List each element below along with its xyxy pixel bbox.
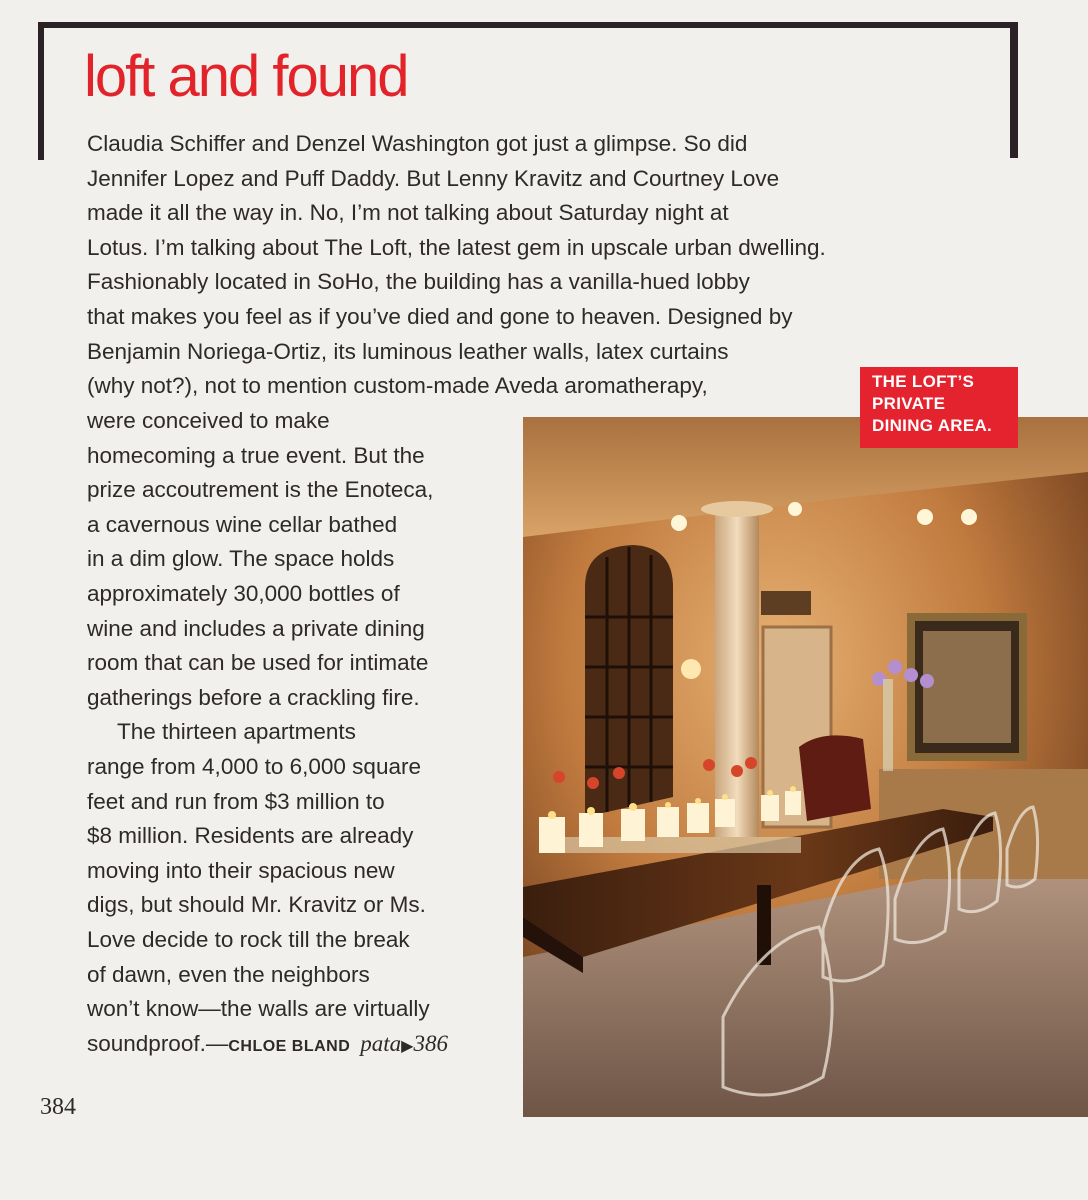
photo-caption xyxy=(860,367,1018,448)
candle xyxy=(687,803,709,833)
column-capital xyxy=(701,501,773,517)
text-line: won’t know—the walls are virtually xyxy=(87,996,430,1022)
frame-left-rule xyxy=(38,22,44,160)
text-line: approximately 30,000 bottles of xyxy=(87,580,400,606)
text-line: that makes you feel as if you’ve died and gone to heaven. Designed by xyxy=(87,303,793,329)
flower xyxy=(553,771,565,783)
candle xyxy=(657,807,679,837)
caption-line: PRIVATE xyxy=(872,394,946,413)
text-line: gatherings before a crackling fire. xyxy=(87,684,420,710)
caption-line: DINING AREA. xyxy=(872,416,993,435)
wall-vent xyxy=(761,591,811,615)
mirror-reflection xyxy=(923,631,1011,743)
jump-label: pata xyxy=(360,1030,402,1056)
ceiling-light xyxy=(788,502,802,516)
play-arrow-icon: ▶ xyxy=(401,1037,414,1055)
ceiling-light xyxy=(961,509,977,525)
jump-reference xyxy=(360,1031,448,1056)
flame xyxy=(695,798,701,804)
candle xyxy=(621,809,645,841)
text-line: Fashionably located in SoHo, the building has a vanilla-hued lobby xyxy=(87,269,750,295)
text-line: range from 4,000 to 6,000 square xyxy=(87,753,421,779)
candle xyxy=(761,795,779,821)
ceiling-light xyxy=(671,515,687,531)
text-line: wine and includes a private dining xyxy=(87,615,425,641)
caption-line: THE LOFT’S xyxy=(872,372,975,391)
flame xyxy=(629,803,637,811)
text-line: $8 million. Residents are already xyxy=(87,823,414,849)
flower xyxy=(731,765,743,777)
flower xyxy=(920,674,934,688)
flame xyxy=(767,790,773,796)
text-line: Claudia Schiffer and Denzel Washington got just a glimpse. So did xyxy=(87,131,748,156)
text-line: prize accoutrement is the Enoteca, xyxy=(87,477,434,503)
wall-sconce xyxy=(681,659,701,679)
flower xyxy=(587,777,599,789)
text-line: were conceived to make xyxy=(87,408,330,433)
text-line: Jennifer Lopez and Puff Daddy. But Lenny Kravitz and Courtney Love xyxy=(87,165,780,191)
flower xyxy=(703,759,715,771)
text-line: digs, but should Mr. Kravitz or Ms. xyxy=(87,892,426,918)
frame-top-rule xyxy=(38,22,1018,28)
flower-vase xyxy=(883,679,893,771)
text-line: soundproof.— xyxy=(87,1030,229,1056)
candle xyxy=(579,813,603,847)
article-body-column xyxy=(87,404,517,1064)
text-line: room that can be used for intimate xyxy=(87,650,429,676)
text-line: a cavernous wine cellar bathed xyxy=(87,511,398,537)
flame xyxy=(665,802,671,808)
headline: loft and found xyxy=(84,44,408,109)
text-line: feet and run from $3 million to xyxy=(87,788,385,814)
text-line: The thirteen apartments xyxy=(117,719,356,745)
candle xyxy=(785,791,801,815)
armchair xyxy=(799,735,871,821)
closing-line xyxy=(87,1027,517,1065)
flower xyxy=(745,757,757,769)
flame xyxy=(790,786,796,792)
text-line: Lotus. I’m talking about The Loft, the latest gem in upscale urban dwelling. xyxy=(87,234,826,260)
page-number: 384 xyxy=(40,1094,76,1120)
flower xyxy=(904,668,918,682)
text-line: (why not?), not to mention custom-made Aveda aromatherapy, xyxy=(87,373,708,399)
ceiling-light xyxy=(917,509,933,525)
text-line: homecoming a true event. But the xyxy=(87,442,425,468)
article-intro xyxy=(87,127,1012,404)
text-line: made it all the way in. No, I’m not talking about Saturday night at xyxy=(87,200,729,226)
flame xyxy=(722,794,728,800)
flame xyxy=(548,811,556,819)
text-line: Love decide to rock till the break xyxy=(87,926,410,952)
column-pillar xyxy=(715,507,759,837)
flower xyxy=(613,767,625,779)
dining-room-photo xyxy=(523,417,1088,1117)
text-line: in a dim glow. The space holds xyxy=(87,546,395,572)
jump-page: 386 xyxy=(413,1030,448,1056)
text-line: moving into their spacious new xyxy=(87,857,395,883)
text-line: of dawn, even the neighbors xyxy=(87,961,370,987)
text-line: Benjamin Noriega-Ortiz, its luminous leather walls, latex curtains xyxy=(87,338,729,364)
author-byline: CHLOE BLAND xyxy=(228,1037,351,1055)
candle xyxy=(715,799,735,827)
candle xyxy=(539,817,565,853)
flame xyxy=(587,807,595,815)
flower xyxy=(888,660,902,674)
